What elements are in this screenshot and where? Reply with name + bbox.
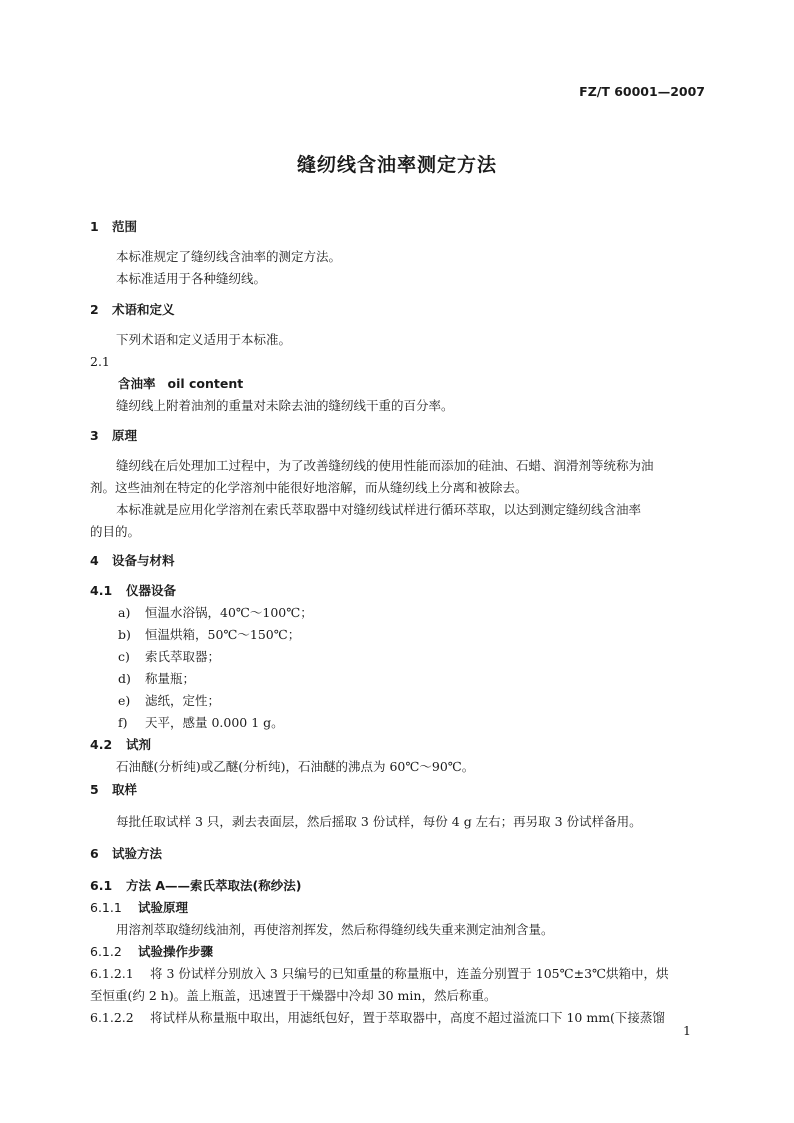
list-marker: b)	[118, 627, 131, 642]
clause-text	[90, 1007, 704, 1029]
paragraph: 用溶剂萃取缝纫线油剂，再使溶剂挥发，然后称得缝纫线失重来测定油剂含量。	[116, 922, 554, 937]
paragraph: 石油醚(分析纯)或乙醚(分析纯)，石油醚的沸点为 60℃～90℃。	[116, 759, 475, 774]
list-marker: c)	[118, 649, 130, 664]
page-number: 1	[683, 1023, 691, 1038]
clause-heading	[90, 941, 704, 963]
section-number: 3	[90, 428, 99, 443]
standard-code: FZ/T 60001—2007	[579, 84, 705, 99]
clause-line: 将试样从称量瓶中取出，用滤纸包好，置于萃取器中，高度不超过溢流口下 10 mm(下接蒸馏	[150, 1010, 665, 1025]
subsection-number: 4.2	[90, 737, 113, 752]
section-title: 设备与材料	[112, 553, 175, 568]
subsection-title: 仪器设备	[126, 583, 177, 598]
clause-title: 试验操作步骤	[138, 944, 214, 959]
section-heading	[90, 843, 704, 865]
section-4	[90, 550, 704, 778]
list-marker: f)	[118, 715, 128, 730]
paragraph-line: 缝纫线在后处理加工过程中，为了改善缝纫线的使用性能而添加的硅油、石蜡、润滑剂等统称为油	[116, 458, 654, 473]
clause-line: 将 3 份试样分别放入 3 只编号的已知重量的称量瓶中，连盖分别置于 105℃±3℃烘箱中，烘	[150, 966, 669, 981]
section-number: 6	[90, 846, 99, 861]
list-item	[90, 712, 704, 734]
section-number: 5	[90, 782, 99, 797]
subsection-number: 4.1	[90, 583, 113, 598]
paragraph-line: 本标准就是应用化学溶剂在索氏萃取器中对缝纫线试样进行循环萃取，以达到测定缝纫线含油率	[116, 502, 642, 517]
list-text: 滤纸，定性；	[145, 693, 221, 708]
list-item	[90, 624, 704, 646]
list-text: 称量瓶；	[145, 671, 196, 686]
section-title: 术语和定义	[112, 302, 175, 317]
paragraph: 每批任取试样 3 只，剥去表面层，然后摇取 3 份试样，每份 4 g 左右；再另取 3 份试样备用。	[116, 814, 642, 829]
paragraph-line: 剂。这些油剂在特定的化学溶剂中能很好地溶解，而从缝纫线上分离和被除去。	[90, 480, 528, 495]
list-text: 恒温烘箱，50℃～150℃；	[145, 627, 301, 642]
paragraph-line: 的目的。	[90, 524, 141, 539]
list-text: 恒温水浴锅，40℃～100℃；	[145, 605, 313, 620]
paragraph: 下列术语和定义适用于本标准。	[116, 332, 292, 347]
list-item	[90, 602, 704, 624]
section-title: 范围	[112, 219, 138, 234]
section-number: 2	[90, 302, 99, 317]
subsection-number: 6.1	[90, 878, 113, 893]
document-title: 缝纫线含油率测定方法	[296, 154, 497, 176]
section-heading	[90, 550, 704, 572]
clause-number: 6.1.2.1	[90, 966, 134, 981]
clause-title: 试验原理	[138, 900, 189, 915]
section-title: 试验方法	[112, 846, 163, 861]
section-3	[90, 425, 704, 543]
section-heading	[90, 779, 704, 801]
subsection-heading	[90, 580, 704, 602]
section-heading	[90, 425, 704, 447]
subsection-title: 试剂	[126, 737, 152, 752]
section-heading	[90, 216, 704, 238]
section-title: 取样	[112, 782, 138, 797]
list-marker: e)	[118, 693, 131, 708]
list-marker: d)	[118, 671, 131, 686]
list-marker: a)	[118, 605, 131, 620]
subsection-heading	[90, 734, 704, 756]
paragraph: 本标准适用于各种缝纫线。	[116, 271, 267, 286]
clause-number: 6.1.1	[90, 900, 122, 915]
paragraph: 本标准规定了缝纫线含油率的测定方法。	[116, 249, 342, 264]
term-entry	[90, 373, 704, 395]
term-chinese: 含油率	[118, 376, 156, 391]
section-6	[90, 843, 704, 1029]
list-item	[90, 646, 704, 668]
clause-number: 6.1.2	[90, 944, 122, 959]
section-2	[90, 299, 704, 417]
section-number: 4	[90, 553, 99, 568]
term-english: oil content	[167, 376, 244, 391]
subsection-number: 2.1	[90, 354, 110, 369]
subsection-heading	[90, 875, 704, 897]
subsection-title: 方法 A——索氏萃取法(称纱法)	[126, 878, 302, 893]
clause-number: 6.1.2.2	[90, 1010, 134, 1025]
section-1	[90, 216, 704, 290]
clause-line: 至恒重(约 2 h)。盖上瓶盖，迅速置于干燥器中冷却 30 min，然后称重。	[90, 988, 497, 1003]
clause-text	[90, 963, 704, 985]
list-text: 天平，感量 0.000 1 g。	[145, 715, 284, 730]
list-item	[90, 668, 704, 690]
section-number: 1	[90, 219, 99, 234]
section-5	[90, 779, 704, 833]
list-text: 索氏萃取器；	[145, 649, 221, 664]
definition: 缝纫线上附着油剂的重量对未除去油的缝纫线干重的百分率。	[116, 398, 454, 413]
list-item	[90, 690, 704, 712]
clause-heading	[90, 897, 704, 919]
section-title: 原理	[112, 428, 138, 443]
section-heading	[90, 299, 704, 321]
